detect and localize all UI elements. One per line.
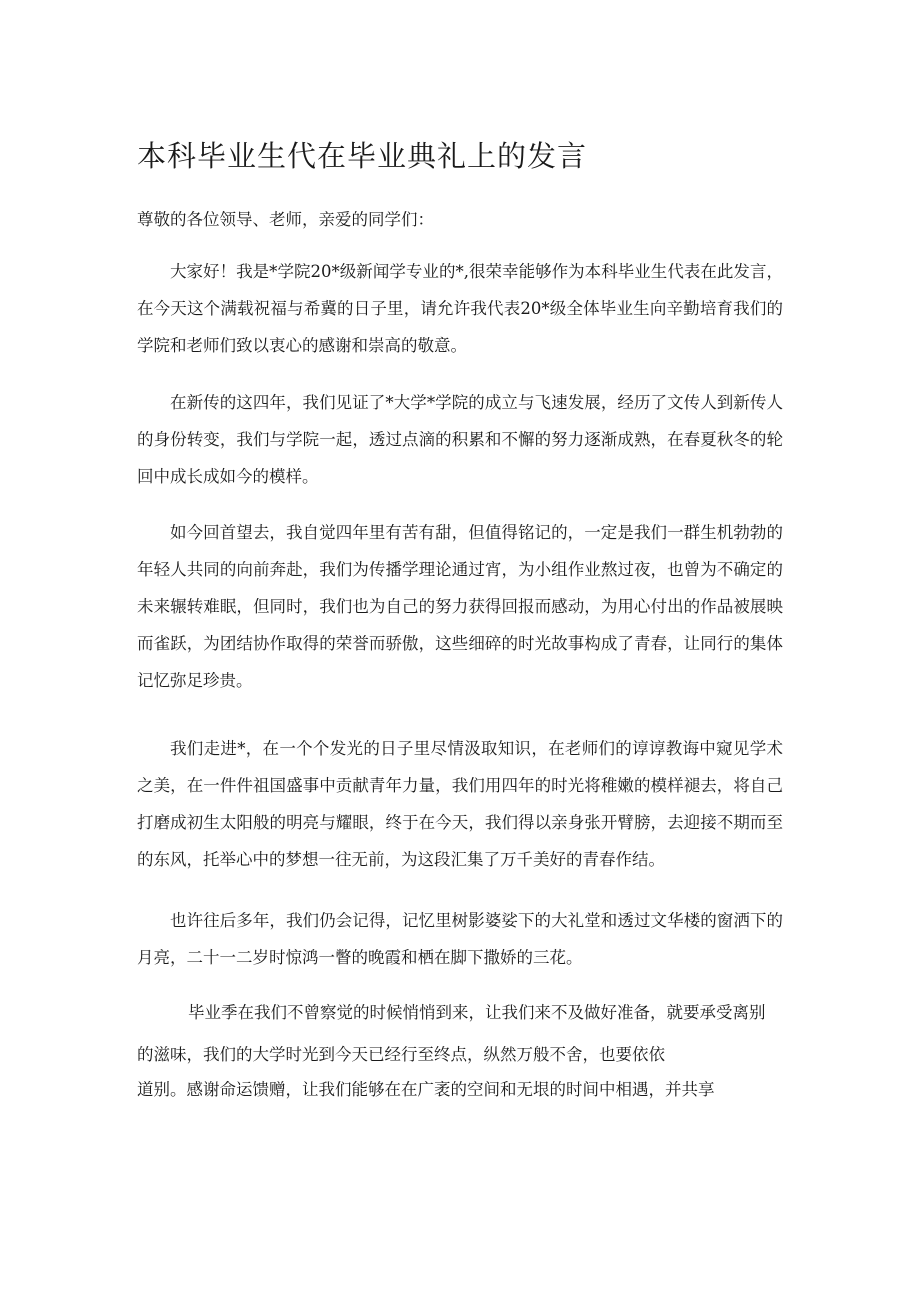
paragraph-farewell-line-1: 毕业季在我们不曾察觉的时候悄悄到来，让我们来不及做好准备，就要承受离别: [188, 1003, 766, 1022]
paragraph-memories: 如今回首望去，我自觉四年里有苦有甜，但值得铭记的，一定是我们一群生机勃勃的年轻人共同的向前奔赴，我们为传播学理论通过宵，为小组作业熬过夜，也曾为不确定的未来辗转难眠，但同时，我们也为自己的努力获得回报而感动，为用心付出的作品被展映而雀跃，为团结协作取得的荣誉而骄傲，这些细碎的时光故事构成了青春，让同行的集体记忆弥足珍贵。: [137, 523, 783, 690]
paragraph-four-years: 在新传的这四年，我们见证了*大学*学院的成立与飞速发展，经历了文传人到新传人的身份转变，我们与学院一起，透过点滴的积累和不懈的努力逐渐成熟，在春夏秋冬的轮回中成长成如今的模样。: [137, 393, 783, 486]
document-title: 本科毕业生代在毕业典礼上的发言: [137, 139, 588, 173]
salutation: 尊敬的各位领导、老师，亲爱的同学们：: [137, 210, 434, 229]
paragraph-farewell-line-3: 道别。感谢命运馈赠，让我们能够在在广袤的空间和无垠的时间中相遇，并共享: [137, 1080, 715, 1099]
paragraph-future-memory: 也许往后多年，我们仍会记得，记忆里树影婆娑下的大礼堂和透过文华楼的窗洒下的月亮，二十一二岁时惊鸿一瞥的晚霞和栖在脚下撒娇的三花。: [137, 911, 783, 967]
paragraph-growth: 我们走进*，在一个个发光的日子里尽情汲取知识，在老师们的谆谆教诲中窥见学术之美，在一件件祖国盛事中贡献青年力量，我们用四年的时光将稚嫩的模样褪去，将自己打磨成初生太阳般的明亮与耀眼，终于在今天，我们得以亲身张开臂膀，去迎接不期而至的东风，托举心中的梦想一往无前，为这段汇集了万千美好的青春作结。: [137, 739, 783, 869]
paragraph-greeting: 大家好！我是*学院20*级新闻学专业的*,很荣幸能够作为本科毕业生代表在此发言，在今天这个满载祝福与希冀的日子里，请允许我代表20*级全体毕业生向辛勤培育我们的学院和老师们致以衷心的感谢和崇高的敬意。: [137, 262, 783, 355]
paragraph-farewell-line-2: 的滋味，我们的大学时光到今天已经行至终点，纵然万般不舍，也要依依: [137, 1045, 665, 1064]
